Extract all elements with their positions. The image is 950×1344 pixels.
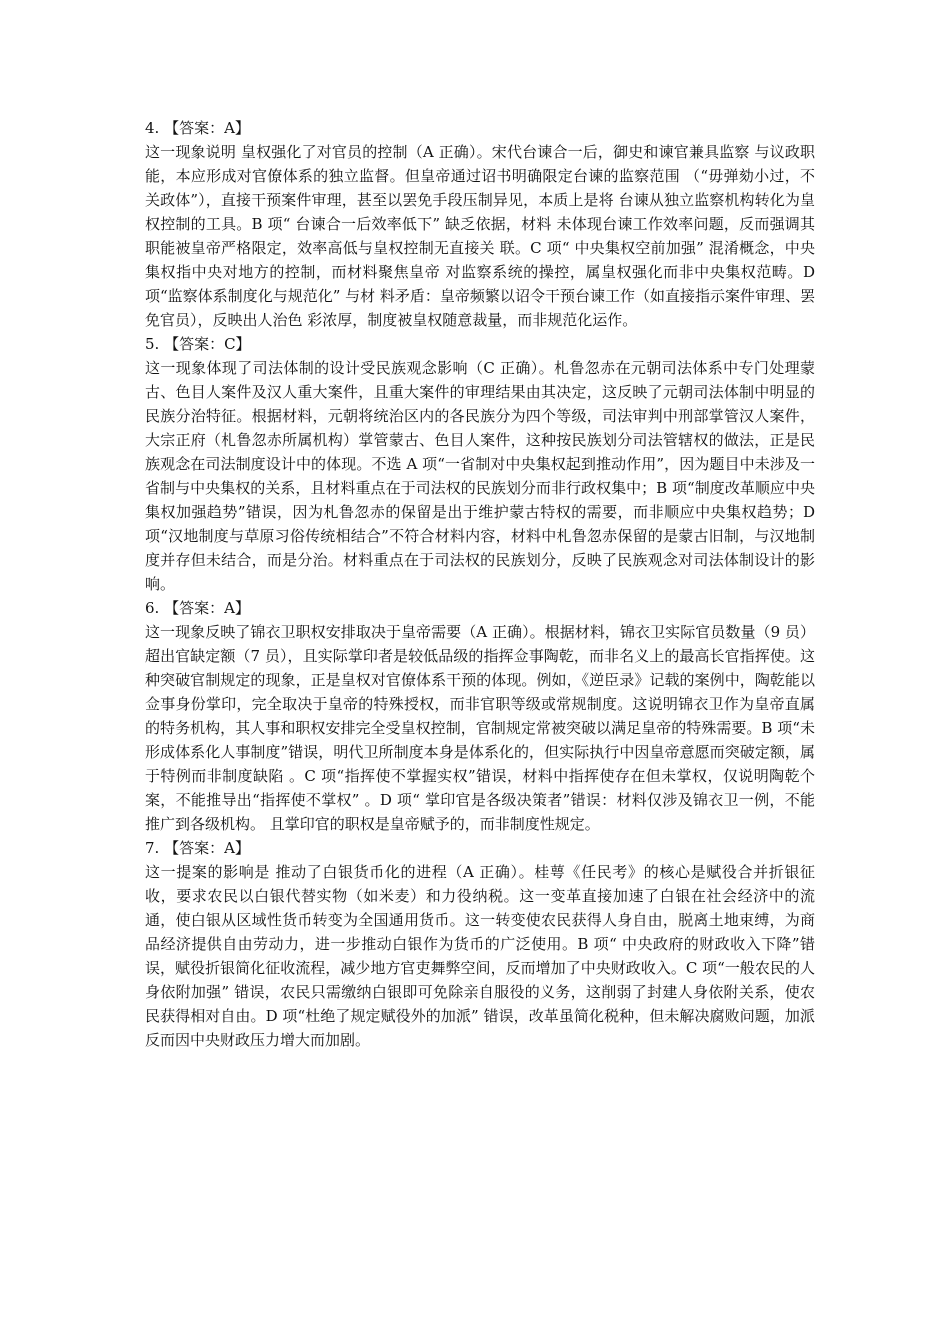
answer-block-6	[145, 596, 815, 836]
answer-explanation: 这一现象反映了锦衣卫职权安排取决于皇帝需要（A 正确）。根据材料，锦衣卫实际官员数量（9 员）超出官缺定额（7 员），且实际掌印者是较低品级的指挥佥事陶乾，而非名义上的最高长官指挥使。这种突破官制规定的现象，正是皇权对官僚体系干预的体现。例如，《逆臣录》记载的案例中，陶乾能以佥事身份掌印，完全取决于皇帝的特殊授权，而非官职等级或常规制度。这说明锦衣卫作为皇帝直属的特务机构，其人事和职权安排完全受皇权控制，官制规定常被突破以满足皇帝的特殊需要。B 项“未形成体系化人事制度”错误，明代卫所制度本身是体系化的，但实际执行中因皇帝意愿而突破定额，属于特例而非制度缺陷 。C 项“指挥使不掌握实权”错误，材料中指挥使存在但未掌权，仅说明陶乾个案，不能推导出“指挥使不掌权” 。D 项“ 掌印官是各级决策者”错误：材料仅涉及锦衣卫一例，不能推广到各级机构。 且掌印官的职权是皇帝赋予的，而非制度性规定。	[145, 623, 815, 833]
answer-heading: 7. 【答案：A】	[145, 839, 250, 857]
answer-block-7	[145, 836, 815, 1052]
answer-block-4	[145, 116, 815, 332]
answer-explanation: 这一现象说明 皇权强化了对官员的控制（A 正确）。宋代台谏合一后，御史和谏官兼具监察 与议政职能，本应形成对官僚体系的独立监督。但皇帝通过诏书明确限定台谏的监察范围 （“毋弹劾小过，不关政体”），直接干预案件审理，甚至以罢免手段压制异见，本质上是将 台谏从独立监察机构转化为皇权控制的工具。B 项“ 台谏合一后效率低下” 缺乏依据，材料 未体现台谏工作效率问题，反而强调其职能被皇帝严格限定，效率高低与皇权控制无直接关 联。C 项“ 中央集权空前加强” 混淆概念，中央集权指中央对地方的控制，而材料聚焦皇帝 对监察系统的操控，属皇权强化而非中央集权范畴。D 项“监察体系制度化与规范化” 与材 料矛盾：皇帝频繁以诏令干预台谏工作（如直接指示案件审理、罢免官员），反映出人治色 彩浓厚，制度被皇权随意裁量，而非规范化运作。	[145, 143, 815, 329]
answer-explanation: 这一现象体现了司法体制的设计受民族观念影响（C 正确）。札鲁忽赤在元朝司法体系中专门处理蒙古、色目人案件及汉人重大案件，且重大案件的审理结果由其决定，这反映了元朝司法体制中明显的民族分治特征。根据材料，元朝将统治区内的各民族分为四个等级，司法审判中刑部掌管汉人案件，大宗正府（札鲁忽赤所属机构）掌管蒙古、色目人案件，这种按民族划分司法管辖权的做法，正是民族观念在司法制度设计中的体现。不选 A 项“一省制对中央集权起到推动作用”，因为题目中未涉及一省制与中央集权的关系，且材料重点在于司法权的民族划分而非行政权集中；B 项“制度改革顺应中央集权加强趋势”错误，因为札鲁忽赤的保留是出于维护蒙古特权的需要，而非顺应中央集权趋势；D 项“汉地制度与草原习俗传统相结合”不符合材料内容，材料中札鲁忽赤保留的是蒙古旧制，与汉地制度并存但未结合，而是分治。材料重点在于司法权的民族划分，反映了民族观念对司法体制设计的影响。	[145, 359, 815, 593]
answer-explanation: 这一提案的影响是 推动了白银货币化的进程（A 正确）。桂萼《任民考》的核心是赋役合并折银征收，要求农民以白银代替实物（如米麦）和力役纳税。这一变革直接加速了白银在社会经济中的流通，使白银从区域性货币转变为全国通用货币。这一转变使农民获得人身自由，脱离土地束缚，为商品经济提供自由劳动力，进一步推动白银作为货币的广泛使用。B 项“ 中央政府的财政收入下降”错误，赋役折银简化征收流程，减少地方官吏舞弊空间，反而增加了中央财政收入。C 项“一般农民的人身依附加强” 错误，农民只需缴纳白银即可免除亲自服役的义务，这削弱了封建人身依附关系，使农民获得相对自由。D 项“杜绝了规定赋役外的加派” 错误，改革虽简化税种，但未解决腐败问题，加派反而因中央财政压力增大而加剧。	[145, 863, 815, 1049]
answer-document	[145, 116, 815, 1052]
answer-heading: 5. 【答案：C】	[145, 335, 251, 353]
answer-block-5	[145, 332, 815, 596]
answer-heading: 6. 【答案：A】	[145, 599, 250, 617]
answer-heading: 4. 【答案：A】	[145, 119, 250, 137]
